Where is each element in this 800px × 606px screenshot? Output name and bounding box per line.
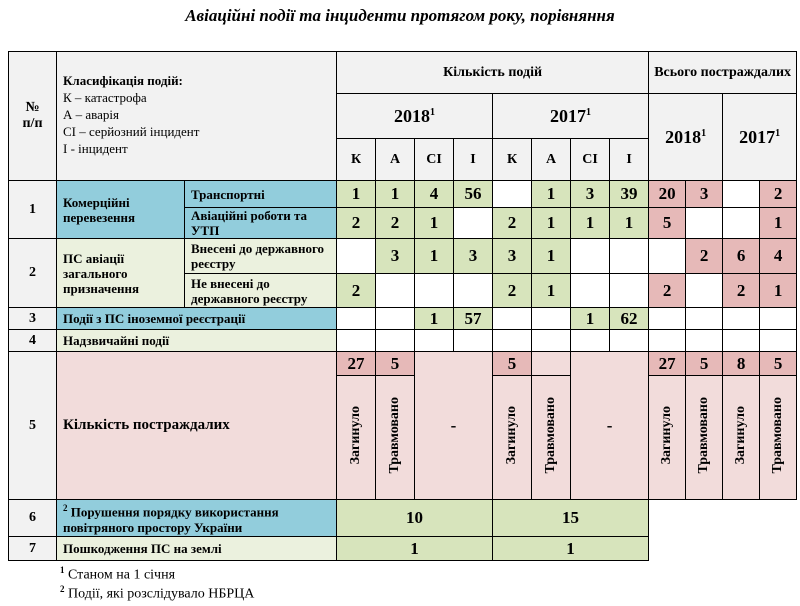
cell	[454, 208, 493, 239]
cell-dash: -	[415, 352, 493, 500]
cell: 56	[454, 181, 493, 208]
row-label: Пошкодження ПС на землі	[57, 537, 337, 561]
cell	[454, 274, 493, 308]
cell: 27	[649, 352, 686, 376]
cell	[610, 274, 649, 308]
col-a-2017: А	[532, 139, 571, 181]
events-count-header: Кількість подій	[337, 52, 649, 94]
row-sub-label: Авіаційні роботи та УТП	[185, 208, 337, 239]
killed-label: Загинуло	[659, 405, 675, 465]
footnote-1: $^1$ Станом на 1 січня	[60, 565, 176, 583]
cell: 1	[571, 308, 610, 330]
cell	[337, 308, 376, 330]
row-number: 1	[9, 181, 57, 239]
injured-label: Травмовано	[543, 396, 559, 474]
cell: 1	[760, 274, 797, 308]
cell	[337, 239, 376, 274]
cell: 1	[415, 308, 454, 330]
cell: 6	[723, 239, 760, 274]
col-i-2018: І	[454, 139, 493, 181]
cell: 5	[376, 352, 415, 376]
year-2017-header: 2017$^1$	[493, 94, 649, 139]
cell: 2	[337, 274, 376, 308]
row-number: 3	[9, 308, 57, 330]
footnote-2: $^2$ Події, які розслідувало НБРЦА	[60, 584, 255, 602]
cell: 2	[337, 208, 376, 239]
cell: 1	[532, 208, 571, 239]
cell: 1	[337, 537, 493, 561]
row-number: 4	[9, 330, 57, 352]
col-si-2017: СІ	[571, 139, 610, 181]
cell: 3	[376, 239, 415, 274]
row-number: 6	[9, 500, 57, 537]
cell	[649, 308, 686, 330]
row-label: Кількість постраждалих	[57, 352, 337, 500]
cell: 1	[337, 181, 376, 208]
injured-label: Травмовано	[387, 396, 403, 474]
cell	[376, 274, 415, 308]
cell	[532, 308, 571, 330]
cell: 4	[415, 181, 454, 208]
col-i-2017: І	[610, 139, 649, 181]
cell	[376, 308, 415, 330]
cell	[610, 239, 649, 274]
cell	[686, 208, 723, 239]
cell: 2	[723, 274, 760, 308]
cell: 20	[649, 181, 686, 208]
row-group-label: ПС авіації загального призначення	[57, 239, 185, 308]
cell: 1	[532, 274, 571, 308]
num-column-header: № п/п	[9, 52, 57, 181]
cell: 1	[610, 208, 649, 239]
table-row	[9, 500, 797, 537]
cell: 1	[415, 208, 454, 239]
cell: 1	[376, 181, 415, 208]
row-group-label: Комерційні перевезення	[57, 181, 185, 239]
cell: 1	[571, 208, 610, 239]
cell: 5	[649, 208, 686, 239]
killed-label: Загинуло	[504, 405, 520, 465]
row-label: $^2$ Порушення порядку використання повітряного простору України	[57, 500, 337, 537]
cell: 2	[686, 239, 723, 274]
cell: 1	[415, 239, 454, 274]
cell: 27	[337, 352, 376, 376]
cell: 3	[571, 181, 610, 208]
cell: 62	[610, 308, 649, 330]
cell: 3	[454, 239, 493, 274]
cell: 2	[493, 208, 532, 239]
cell	[723, 181, 760, 208]
row-number: 5	[9, 352, 57, 500]
injured-label: Травмовано	[770, 396, 786, 474]
injured-label: Травмовано	[696, 396, 712, 474]
col-a-2018: А	[376, 139, 415, 181]
cell: 10	[337, 500, 493, 537]
cell: 39	[610, 181, 649, 208]
cell: 5	[493, 352, 532, 376]
cell	[493, 181, 532, 208]
killed-label: Загинуло	[733, 405, 749, 465]
cell	[571, 274, 610, 308]
table-row	[9, 308, 797, 330]
cell: 1	[760, 208, 797, 239]
year-2018-header: 2018$^1$	[337, 94, 493, 139]
cell: 3	[686, 181, 723, 208]
classification-legend	[57, 52, 337, 181]
table-row	[9, 181, 797, 208]
row-number: 2	[9, 239, 57, 308]
cell	[493, 308, 532, 330]
incidents-table	[8, 51, 797, 561]
row-label: Надзвичайні події	[57, 330, 337, 352]
col-k-2018: К	[337, 139, 376, 181]
table-row	[9, 330, 797, 352]
row-number: 7	[9, 537, 57, 561]
killed-label: Загинуло	[348, 405, 364, 465]
total-victims-header: Всього постраждалих	[649, 52, 797, 94]
cell: 57	[454, 308, 493, 330]
cell: 2	[376, 208, 415, 239]
cell: 8	[723, 352, 760, 376]
cell	[723, 208, 760, 239]
cell	[760, 308, 797, 330]
table-row	[9, 239, 797, 274]
cell: 3	[493, 239, 532, 274]
cell	[532, 352, 571, 376]
row-label: Події з ПС іноземної реєстрації	[57, 308, 337, 330]
cell: 5	[686, 352, 723, 376]
cell	[686, 308, 723, 330]
classification-item-i: І - інцидент	[63, 141, 128, 156]
cell: 1	[532, 239, 571, 274]
cell	[686, 274, 723, 308]
col-k-2017: К	[493, 139, 532, 181]
cell: 2	[493, 274, 532, 308]
classification-item-a: А – аварія	[63, 107, 119, 122]
cell: 2	[760, 181, 797, 208]
classification-item-k: К – катастрофа	[63, 90, 147, 105]
cell	[723, 308, 760, 330]
row-sub-label: Не внесені до державного реєстру	[185, 274, 337, 308]
page-title: Авіаційні події та інциденти протягом року, порівняння	[185, 6, 615, 25]
row-sub-label: Транспортні	[185, 181, 337, 208]
cell: 15	[493, 500, 649, 537]
table-row	[9, 352, 797, 376]
cell	[571, 239, 610, 274]
cell-dash: -	[571, 352, 649, 500]
cell	[415, 274, 454, 308]
cell: 1	[493, 537, 649, 561]
classification-item-si: СІ – серйозний інцидент	[63, 124, 200, 139]
cell: 4	[760, 239, 797, 274]
victims-2017-header: 2017$^1$	[723, 94, 797, 181]
cell: 2	[649, 274, 686, 308]
cell	[649, 239, 686, 274]
cell: 5	[760, 352, 797, 376]
col-si-2018: СІ	[415, 139, 454, 181]
cell: 1	[532, 181, 571, 208]
row-sub-label: Внесені до державного реєстру	[185, 239, 337, 274]
classification-title: Класифікація подій:	[63, 73, 183, 88]
victims-2018-header: 2018$^1$	[649, 94, 723, 181]
